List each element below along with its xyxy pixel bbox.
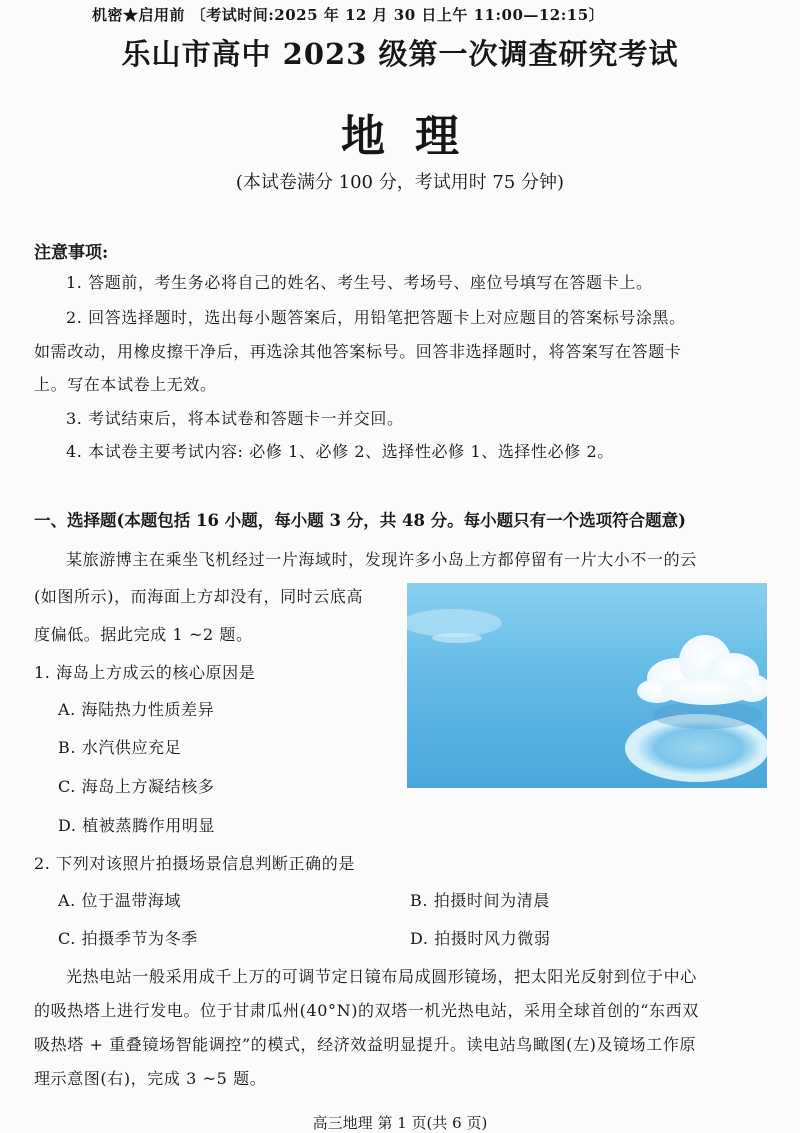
page-footer: 高三地理 第 1 页(共 6 页)	[312, 1114, 488, 1132]
note-line: 如需改动，用橡皮擦干净后，再选涂其他答案标号。回答非选择题时，将答案写在答题卡	[34, 342, 682, 361]
notes-heading: 注意事项:	[34, 243, 109, 263]
island-cloud-photo	[407, 583, 767, 788]
exam-secret-header: 机密★启用前 〔考试时间:2025 年 12 月 30 日上午 11:00—12:15〕	[92, 6, 605, 24]
option-a: A. 海陆热力性质差异	[58, 700, 215, 719]
option-b: B. 拍摄时间为清晨	[410, 891, 550, 910]
option-c: C. 海岛上方凝结核多	[58, 777, 215, 796]
passage-line: 光热电站一般采用成千上万的可调节定日镜布局成圆形镜场，把太阳光反射到位于中心	[66, 967, 697, 986]
passage-line: 的吸热塔上进行发电。位于甘肃瓜州(40°N)的双塔一机光热电站，采用全球首创的“东西双	[34, 1001, 699, 1020]
option-d: D. 植被蒸腾作用明显	[58, 816, 216, 835]
section-heading: 一、选择题(本题包括 16 小题，每小题 3 分，共 48 分。每小题只有一个选项符合题意)	[34, 511, 686, 530]
passage-line: 某旅游博主在乘坐飞机经过一片海域时，发现许多小岛上方都停留有一片大小不一的云	[66, 550, 697, 569]
note-line: 1. 答题前，考生务必将自己的姓名、考生号、考场号、座位号填写在答题卡上。	[66, 273, 653, 292]
question-stem: 2. 下列对该照片拍摄场景信息判断正确的是	[34, 854, 355, 873]
option-a: A. 位于温带海域	[58, 891, 182, 910]
note-line: 上。写在本试卷上无效。	[34, 375, 217, 394]
passage-line: 理示意图(右)，完成 3 ~5 题。	[34, 1069, 267, 1088]
subject-title: 地理	[341, 111, 489, 162]
option-b: B. 水汽供应充足	[58, 738, 182, 757]
question-stem: 1. 海岛上方成云的核心原因是	[34, 663, 256, 682]
passage-line: (如图所示)，而海面上方却没有，同时云底高	[34, 587, 364, 606]
note-line: 3. 考试结束后，将本试卷和答题卡一并交回。	[66, 409, 404, 428]
note-line: 2. 回答选择题时，选出每小题答案后，用铅笔把答题卡上对应题目的答案标号涂黑。	[66, 308, 686, 327]
exam-subtitle: (本试卷满分 100 分，考试用时 75 分钟)	[235, 172, 565, 193]
option-c: C. 拍摄季节为冬季	[58, 929, 198, 948]
exam-title: 乐山市高中 2023 级第一次调查研究考试	[121, 37, 679, 71]
option-d: D. 拍摄时风力微弱	[410, 929, 551, 948]
passage-line: 吸热塔 + 重叠镜场智能调控”的模式，经济效益明显提升。读电站鸟瞰图(左)及镜场工作原	[34, 1035, 697, 1054]
island-cloud-illustration	[407, 583, 767, 788]
note-line: 4. 本试卷主要考试内容: 必修 1、必修 2、选择性必修 1、选择性必修 2。	[66, 442, 614, 461]
passage-line: 度偏低。据此完成 1 ~2 题。	[34, 625, 253, 644]
